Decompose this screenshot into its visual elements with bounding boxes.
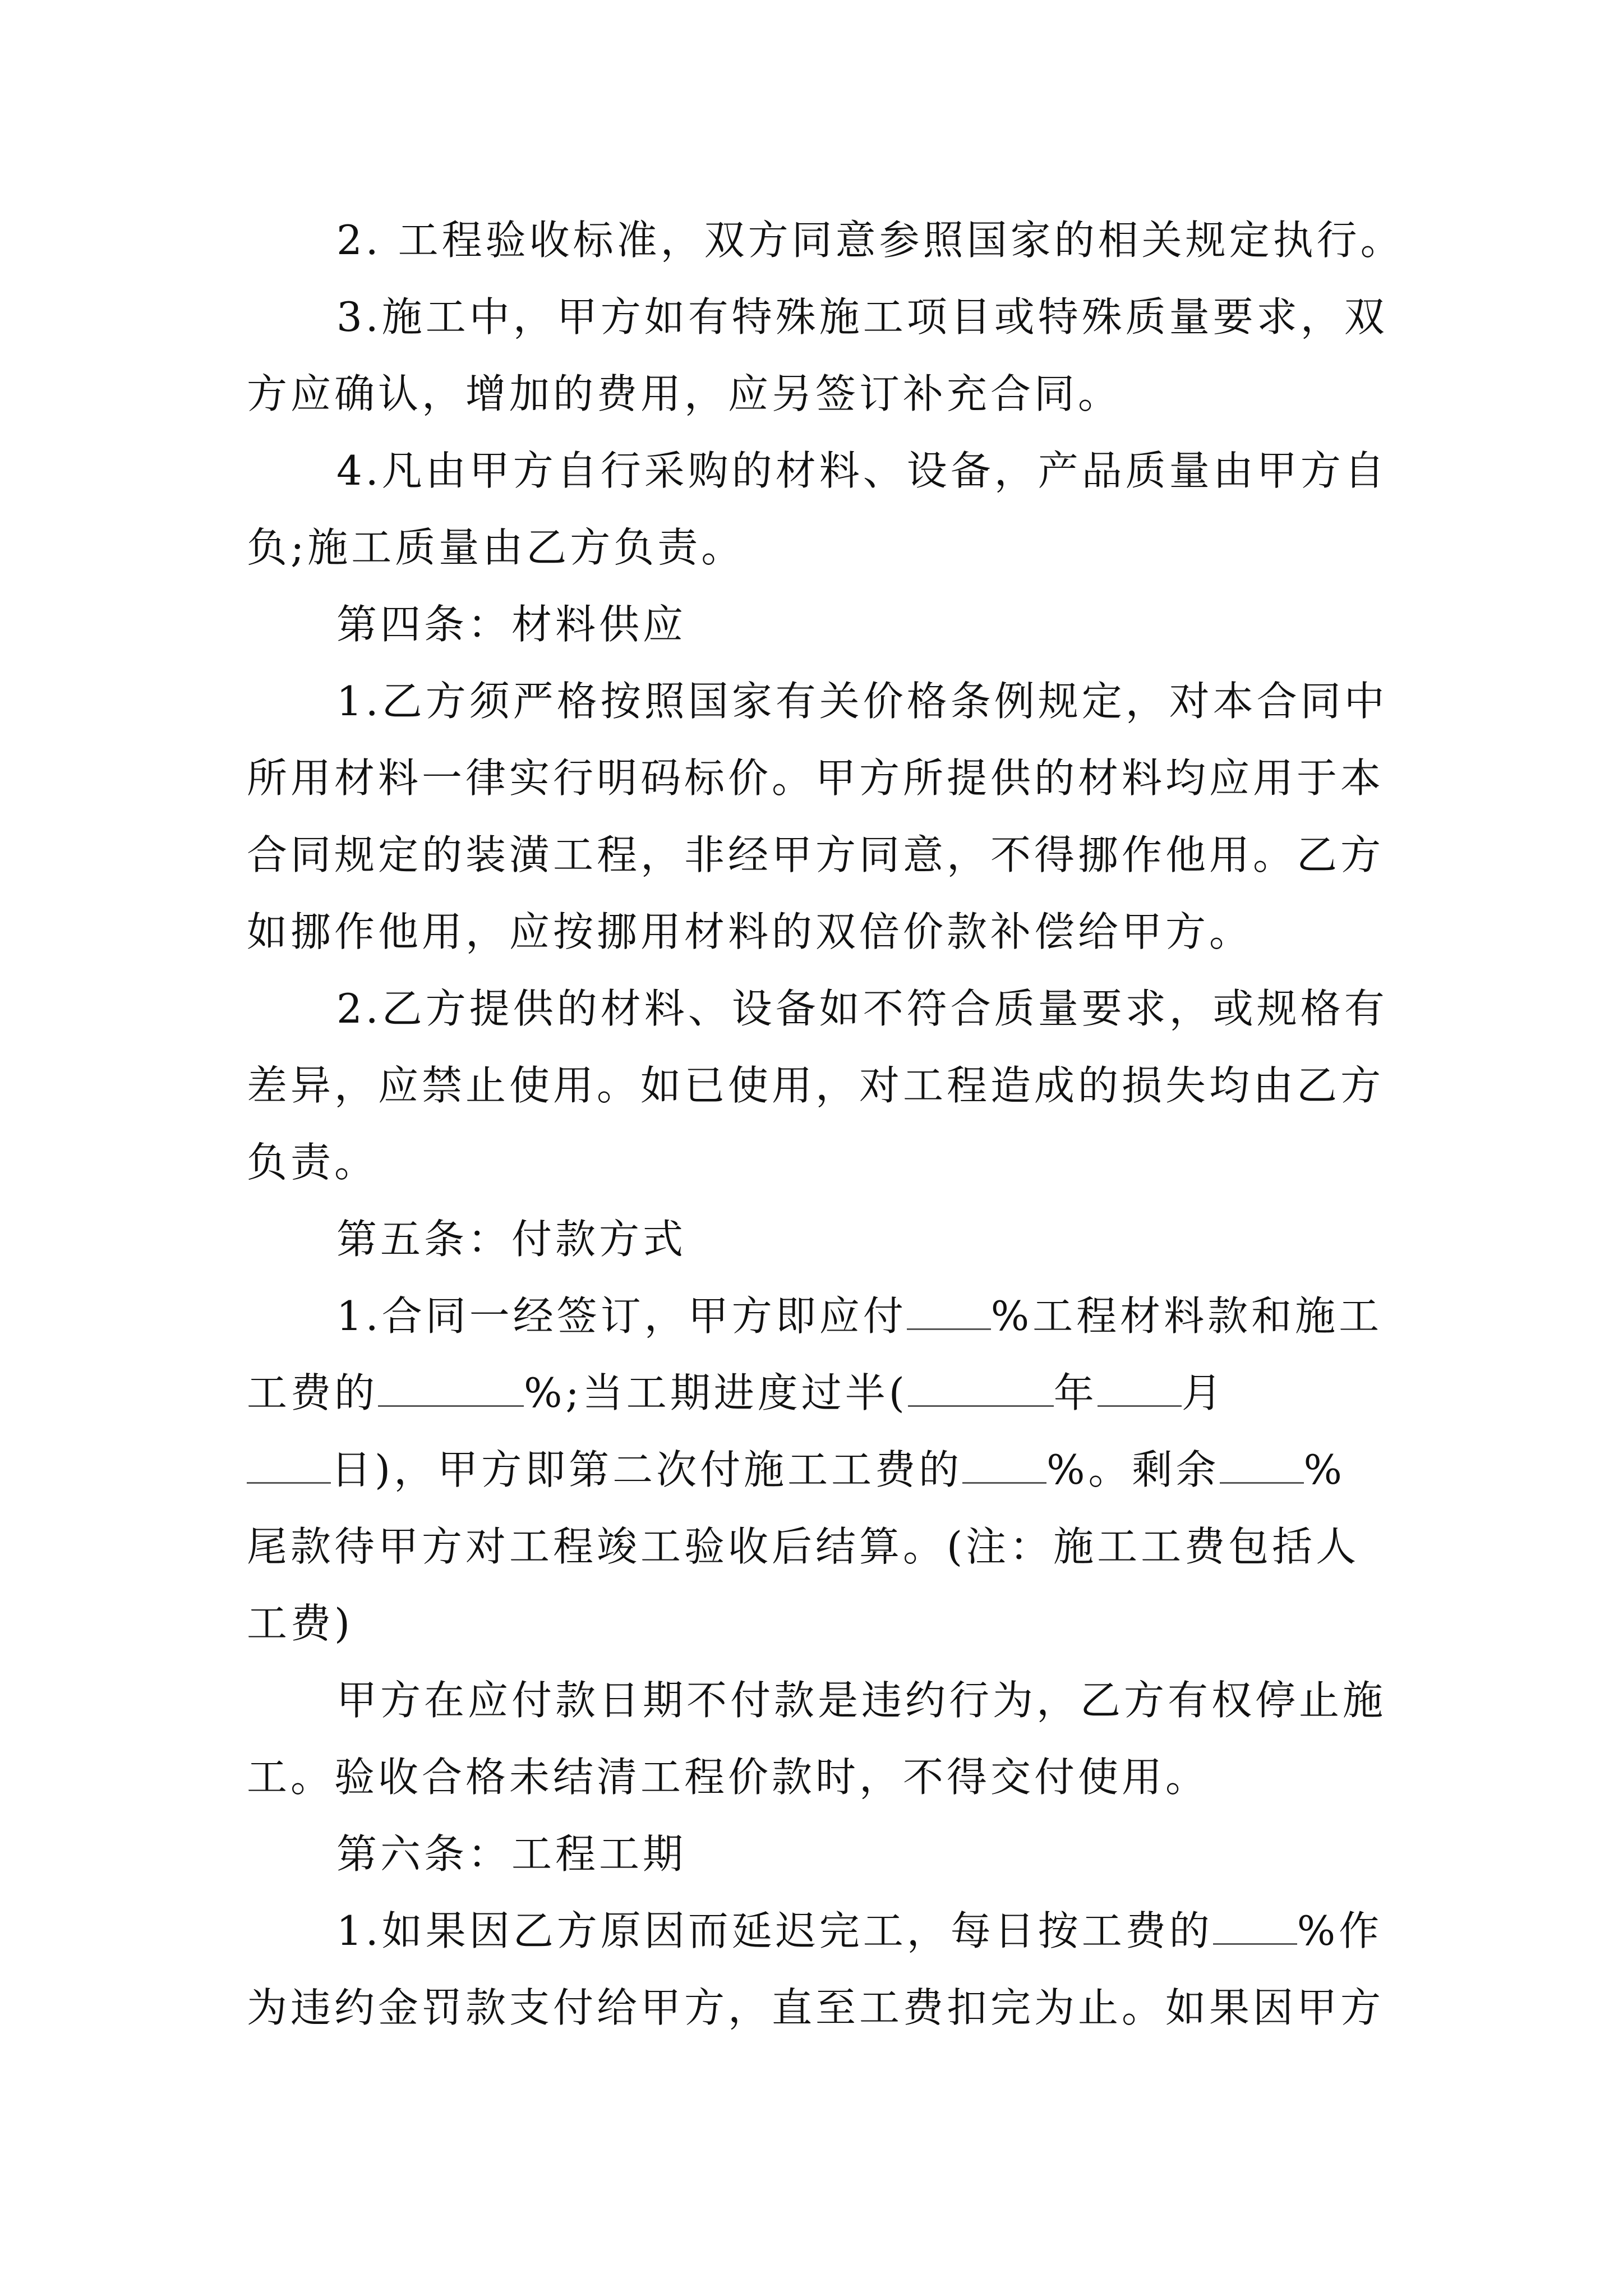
fill-in-blank	[907, 1294, 991, 1330]
text-segment: 1.合同一经签订，甲方即应付	[336, 1292, 907, 1340]
text-segment: 1.如果因乙方原因而延迟完工，每日按工费的	[336, 1907, 1213, 1954]
document-body	[247, 202, 1404, 2046]
fill-in-blank	[1098, 1370, 1182, 1407]
paragraph-line: 3.施工中，甲方如有特殊施工项目或特殊质量要求，双	[336, 293, 1388, 341]
fill-in-blank	[1220, 1447, 1304, 1484]
paragraph-line: 负责。	[247, 1139, 379, 1186]
text-segment: %;当工期进度过半(	[524, 1369, 908, 1416]
text-segment: %	[1303, 1446, 1345, 1493]
text-segment: 日)，甲方即第二次付施工工费的	[331, 1446, 963, 1493]
paragraph-line: 如挪作他用，应按挪用材料的双倍价款补偿给甲方。	[247, 908, 1253, 955]
text-segment: %。剩余	[1046, 1446, 1220, 1493]
text-segment: %工程材料款和施工	[990, 1292, 1383, 1340]
section-heading-article-6: 第六条：工程工期	[336, 1830, 687, 1878]
paragraph-line: 4.凡由甲方自行采购的材料、设备，产品质量由甲方自	[336, 447, 1388, 494]
text-segment: 年	[1053, 1369, 1098, 1416]
paragraph-line-with-blank	[247, 1893, 1385, 1970]
text-segment: %作	[1297, 1907, 1383, 1954]
paragraph-line: 差异，应禁止使用。如已使用，对工程造成的损失均由乙方	[247, 1062, 1385, 1109]
section-heading-article-5: 第五条：付款方式	[336, 1216, 687, 1263]
paragraph-line: 合同规定的装潢工程，非经甲方同意，不得挪作他用。乙方	[247, 831, 1385, 878]
paragraph-line-with-blank	[247, 1278, 1385, 1355]
fill-in-blank	[378, 1370, 524, 1407]
paragraph-line: 为违约金罚款支付给甲方，直至工费扣完为止。如果因甲方	[247, 1984, 1385, 2031]
paragraph-line: 1.乙方须严格按照国家有关价格条例规定，对本合同中	[336, 678, 1388, 725]
paragraph-line: 尾款待甲方对工程竣工验收后结算。(注：施工工费包括人	[247, 1523, 1360, 1570]
paragraph-line: 甲方在应付款日期不付款是违约行为，乙方有权停止施	[336, 1677, 1387, 1724]
text-segment: 月	[1181, 1369, 1225, 1416]
paragraph-line-with-blank	[247, 1355, 1385, 1432]
paragraph-line-with-blank	[247, 1432, 1385, 1508]
paragraph-line: 负;施工质量由乙方负责。	[247, 524, 745, 571]
fill-in-blank	[247, 1447, 331, 1484]
paragraph-line: 2.乙方提供的材料、设备如不符合质量要求，或规格有	[336, 985, 1388, 1032]
fill-in-blank	[1213, 1908, 1297, 1945]
fill-in-blank	[962, 1447, 1046, 1484]
paragraph-line: 所用材料一律实行明码标价。甲方所提供的材料均应用于本	[247, 754, 1385, 802]
section-heading-article-4: 第四条：材料供应	[336, 601, 687, 648]
paragraph-line: 方应确认，增加的费用，应另签订补充合同。	[247, 370, 1122, 417]
paragraph-line: 工费)	[247, 1600, 354, 1647]
paragraph-line: 2. 工程验收标准，双方同意参照国家的相关规定执行。	[336, 217, 1404, 264]
fill-in-blank	[908, 1370, 1054, 1407]
paragraph-line: 工。验收合格未结清工程价款时，不得交付使用。	[247, 1754, 1210, 1801]
text-segment: 工费的	[247, 1369, 379, 1416]
